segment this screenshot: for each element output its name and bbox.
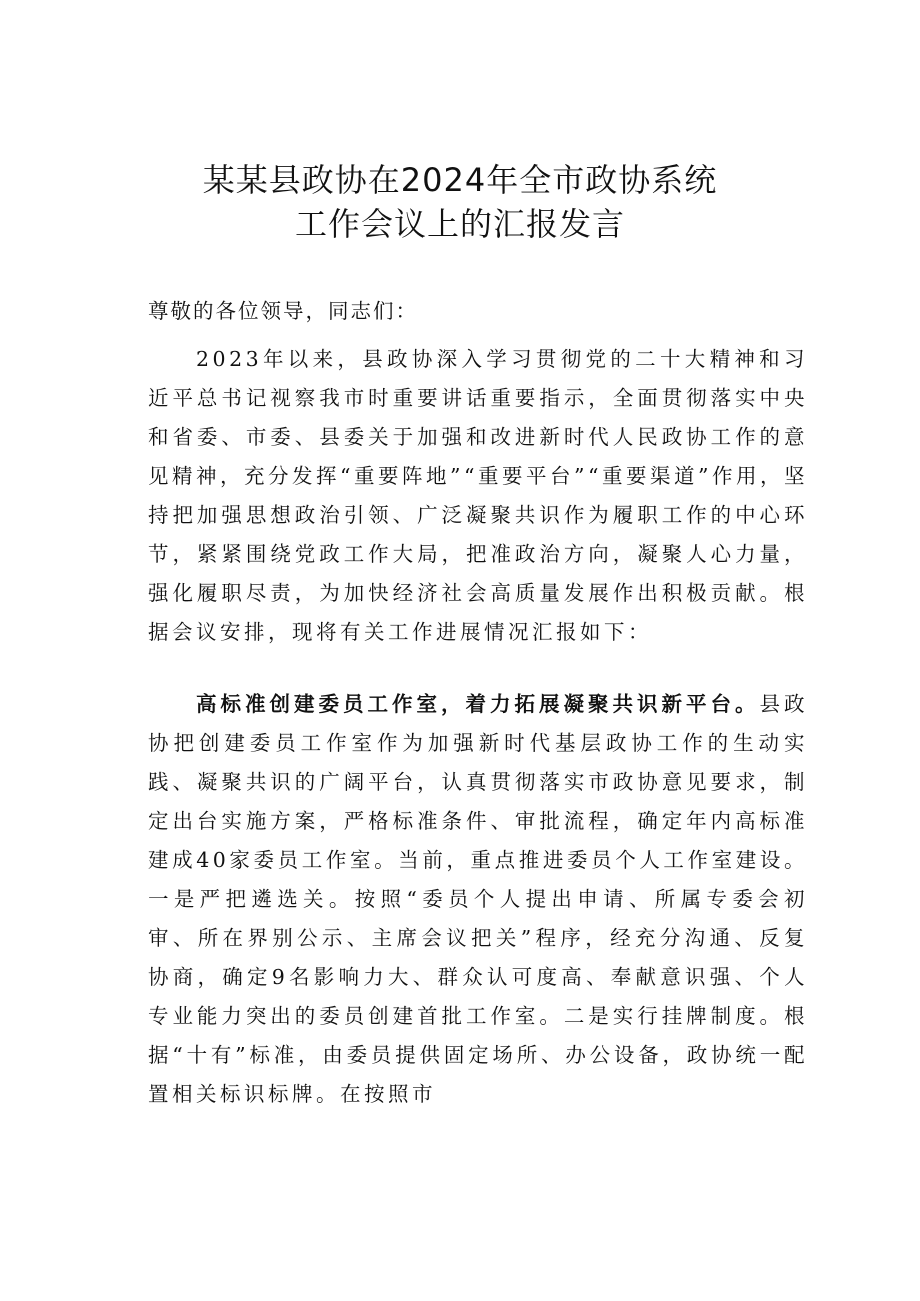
paragraph-intro: 2023年以来，县政协深入学习贯彻党的二十大精神和习近平总书记视察我市时重要讲话重要指示，全面贯彻落实中央和省委、市委、县委关于加强和改进新时代人民政协工作的意见精神，充分发挥“重要阵地”“重要平台”“重要渠道”作用，坚持把加强思想政治引领、广泛凝聚共识作为履职工作的中心环节，紧紧围绕党政工作大局，把准政治方向，凝聚人心力量，强化履职尽责，为加快经济社会高质量发展作出积极贡献。根据会议安排，现将有关工作进展情况汇报如下： — [148, 347, 808, 644]
document-title-line-2: 工作会议上的汇报发言 — [294, 205, 625, 243]
paragraph-studio — [148, 685, 808, 1114]
paragraph-heading: 高标准创建委员工作室，着力拓展凝聚共识新平台。 — [196, 692, 760, 716]
salutation: 尊敬的各位领导，同志们： — [148, 299, 418, 323]
document-title-line-1: 某某县政协在2024年全市政协系统 — [202, 161, 718, 199]
paragraph-body: 县政协把创建委员工作室作为加强新时代基层政协工作的生动实践、凝聚共识的广阔平台，认真贯彻落实市政协意见要求，制定出台实施方案，严格标准条件、审批流程，确定年内高标准建成40家委员工作室。当前，重点推进委员个人工作室建设。一是严把遴选关。按照“委员个人提出申请、所属专委会初审、所在界别公示、主席会议把关”程序，经充分沟通、反复协商，确定9名影响力大、群众认可度高、奉献意识强、个人专业能力突出的委员创建首批工作室。二是实行挂牌制度。根据“十有”标准，由委员提供固定场所、办公设备，政协统一配置相关标识标牌。在按照市 — [148, 692, 808, 1106]
